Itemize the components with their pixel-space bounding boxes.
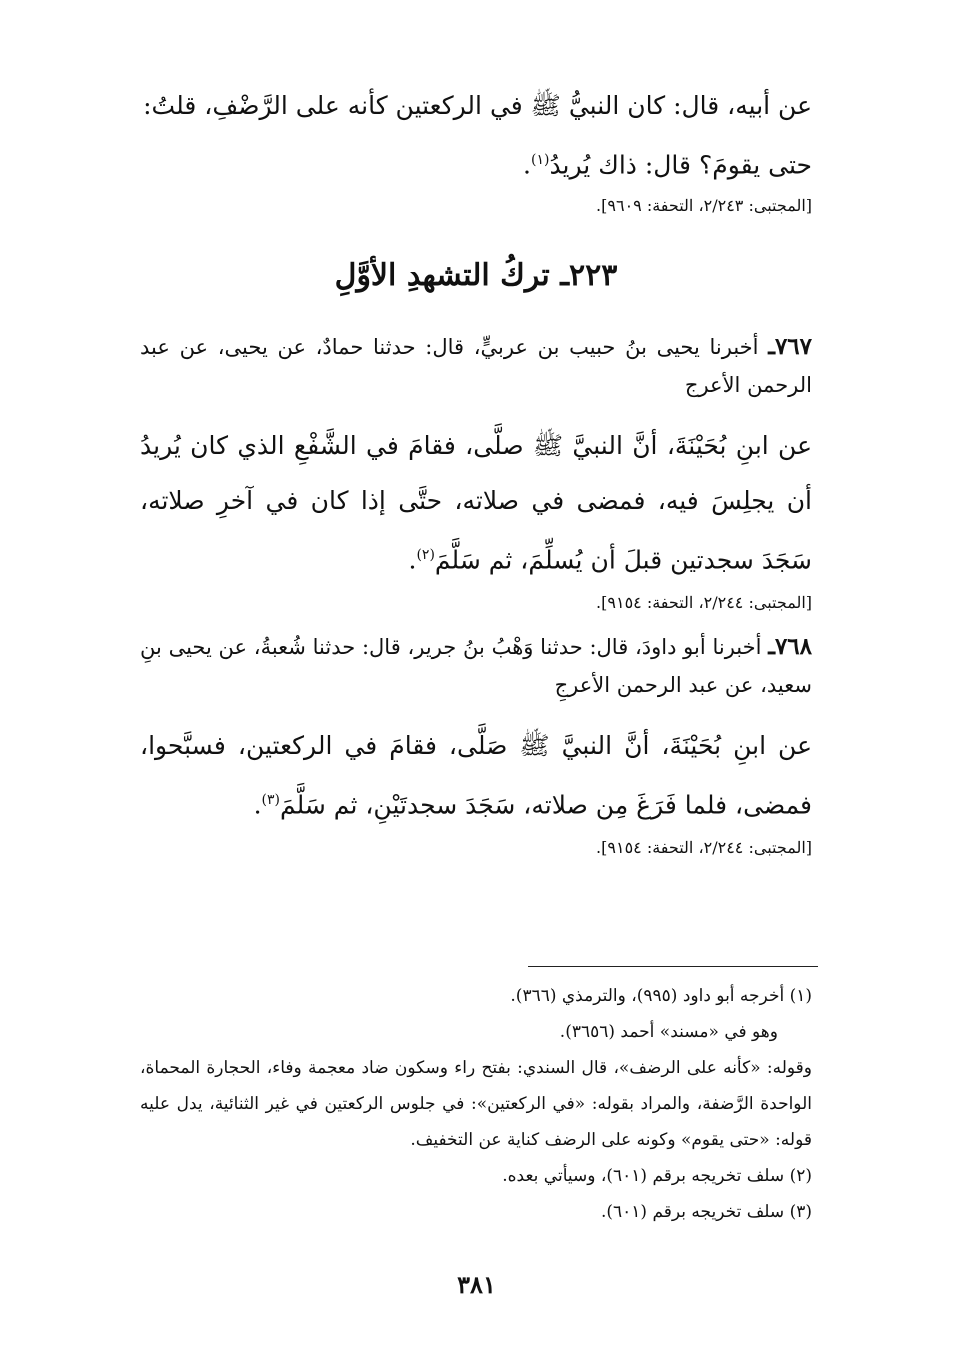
hadith-768-chain [140,628,812,704]
intro-line-2-end: . [523,150,531,180]
hadith-767-end: . [408,545,417,575]
intro-line-2-text: حتى يقومَ؟ قال: ذاك يُريدُ [549,150,812,180]
footnote-2: (٢) سلف تخريجه برقم (٦٠١)، وسيأتي بعده. [502,1166,812,1186]
hadith-767-chain [140,328,812,404]
hadith-768-source: [المجتبى: ٢/٢٤٤، التحفة: ٩١٥٤]. [596,838,812,858]
footnote-1-explanation: وقوله: «كأنه على الرضف»، قال السندي: بفتح راء وسكون ضاد معجمة وفاء، الحجارة المحماة، الواحدة الرَّضفة، والمراد بقوله: «في الركعتين»: في جلوس الركعتين في غير الثنائية، يدل عليه قوله: «حتى يقوم» وكونه على الرضف كناية عن التخفيف. [140,1058,812,1150]
hadith-767-body: عن ابنِ بُحَيْنَةَ، أنَّ النبيَّ ﷺ صلَّى، فقامَ في الشَّفْعِ الذي كان يُريدُ أن يجلِسَ فيه، فمضى في صلاته، حتَّى إذا كان في آخرِ صلاته، سَجَدَ سجدتين قبلَ أن يُسلِّمَ، ثم سَلَّمَ [140,431,812,575]
intro-line-1: عن أبيه، قال: كان النبيُّ ﷺ في الركعتين كأنه على الرَّضْفِ، قلتُ: [143,91,812,120]
footnote-3: (٣) سلف تخريجه برقم (٦٠١). [600,1202,812,1222]
hadith-768-end: . [253,790,262,820]
footnote-1-musnad: وهو في «مسند» أحمد (٣٦٥٦). [559,1022,778,1042]
intro-paragraph [140,78,812,218]
footnote-separator [528,966,818,967]
hadith-767-chain-text: أخبرنا يحيى بنُ حبيب بن عربيٍّ، قال: حدثنا حمادٌ، عن يحيى، عن عبد الرحمن الأعرج [140,335,812,397]
footnote-1: (١) أخرجه أبو داود (٩٩٥)، والترمذي (٣٦٦). [510,986,812,1006]
footnotes [140,978,812,1230]
footnote-ref-1: (١) [530,152,550,168]
intro-source: [المجتبى: ٢/٢٤٣، التحفة: ٩٦٠٩]. [596,196,812,216]
hadith-768-body: عن ابنِ بُحَيْنَةَ، أنَّ النبيَّ ﷺ صَلَّى، فقامَ في الركعتين، فسبَّحوا، فمضى، فلما فَرَغَ مِن صلاته، سَجَدَ سجدتَيْنِ، ثم سَلَّمَ [140,731,812,820]
hadith-768-chain-text: أخبرنا أبو داودَ، قال: حدثنا وَهْبُ بنُ جرير، قال: حدثنا شُعبةُ، عن يحيى بنِ سعيد، عن عبد الرحمن الأعرجِ [140,635,812,697]
footnote-ref-3: (٣) [261,792,280,808]
intro-line-2 [140,133,812,192]
chapter-title: ٢٢٣ـ تركُ التشهدِ الأوَّلِ [334,258,618,293]
hadith-768 [140,628,812,860]
hadith-767-text [140,418,812,587]
hadith-768-number: ٧٦٨ـ [768,633,812,660]
page-number: ٣٨١ [457,1270,496,1299]
hadith-767 [140,328,812,615]
hadith-767-number: ٧٦٧ـ [768,333,812,360]
hadith-768-text [140,718,812,832]
footnote-ref-2: (٢) [416,547,435,563]
hadith-767-source: [المجتبى: ٢/٢٤٤، التحفة: ٩١٥٤]. [596,593,812,613]
